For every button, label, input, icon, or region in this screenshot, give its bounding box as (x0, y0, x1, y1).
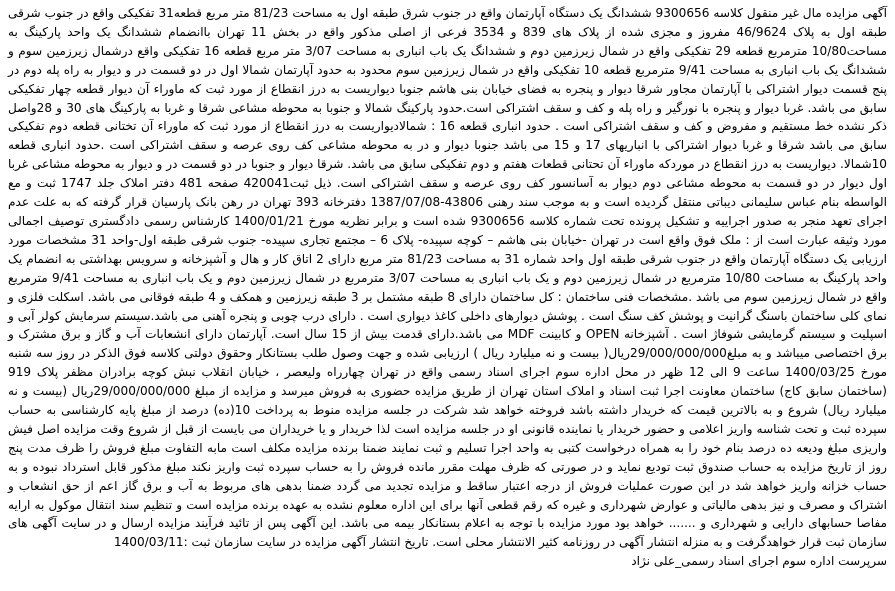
auction-notice-signature: سرپرست اداره سوم اجرای اسناد رسمی_علی نژاد (631, 554, 887, 569)
auction-notice-body: آگهی مزایده مال غیر منقول کلاسه 9300656 ششدانگ یک دستگاه آپارتمان واقع در جنوب شرق طبقه اول به مساحت 81/23 متر مربع قطعه31 تفکیکی واقع در جنوب شرقی طبقه اول به پلاک 46/9624 مفروز و مجزی شده از پلاک های 839 و 3534 فرعی از اصلی مذکور واقع در بخش 11 تهران باانضمام ششدانگ یک واحد پارکینگ به مساحت10/80 مترمربع قطعه 29 تفکیکی واقع در شمال زیرزمین دوم و ششدانگ یک باب انباری به مساحت 3/07 متر مربع قطعه 16 تفکیکی واقع درشمال زیرزمین سوم و ششدانگ یک باب انباری به مساحت 9/41 مترمربع قطعه 10 تفکیکی واقع در شمال زیرزمین سوم محدود به حدود آپارتمان شمالا اول در دو قسمت در و دیوار به راه پله دوم در پنج قسمت دیوار اشتراکی با آپارتمان مجاور شرقا دیوار و پنجره به فضای خیابان بنی هاشم جنوبا دیواریست به درز انقطاع از مورد ثبت که ماوراء آن دیوار قطعه چهار تفکیکی سابق می باشد. غربا دیوار و پنجره با نورگیر و راه پله و کف و سقف اشتراکی است.حدود پارکینگ شمالا و جنوبا به محوطه مشاعی شرقا و غربا به پارکینگ های 30 و 28واصل ذکر نشده خط مستقیم و مفروض و کف و سقف اشتراکی است . حدود انباری قطعه 16 : شمالادیواریست به درز انقطاع از مورد ثبت که ماوراء آن تختانی قطعه دوم تفکیکی سابق می باشد شرقا و غربا دیوار اشتراکی با انباریهای 17 و 15 می باشد جنوبا دیوار و در به محوطه مشاعی کف روی عرصه و سقف اشتراکی است .حدود انباری قطعه 10شمالا. دیواریست به درز انقطاع در موردکه ماوراء آن تحتانی قطعات هفتم و دوم تفکیکی سابق می باشد. شرقا دیوار و جنوبا در دو قسمت در و دیوار به محوطه مشاعی غربا اول دیوار در دو قسمت به محوطه مشاعی دوم دیوار به آسانسور کف روی عرصه و سقف اشتراکی است. ذیل ثبت420041 صفحه 481 دفتر املاک جلد 1747 ثبت و مع الواسطه بنام عباس سلیمانی دیباتی منتقل گردیده است و به موجب سند رهنی 43806-1387/07/08 دفترخانه 393 تهران در رهن بانک پارسیان قرار گرفته که به علت عدم اجرای تعهد منجر به صدور اجراییه و تشکیل پرونده تحت شماره کلاسه 9300656 شده است و برابر نظریه مورخ 1400/01/21 کارشناس رسمی دادگستری توصیف اجمالی مورد وثیقه عبارت است از : ملک فوق واقع است در تهران -خیابان بنی هاشم – کوچه سپیده- پلاک 6 – مجتمع تجاری سپیده- جنوب شرقی طبقه اول-واحد 31 مشخصات مورد ارزیابی یک دستگاه آپارتمان واقع در جنوب شرقی طبقه اول واحد شماره 31 به مساحت 81/23 متر مربع دارای 2 اتاق کار و هال و آشپزخانه و سرویس بهداشتی به انضمام یک واحد پارکینگ به مساحت 10/80 مترمربع در شمال زیرزمین دوم و یک باب انباری به مساحت 3/07 مترمربع در شمال زیرزمین دوم و یک باب انباری به مساحت 9/41 مترمربع واقع در شمال زیرزمین سوم می باشد .مشخصات فنی ساختمان : کل ساختمان دارای 8 طبقه مشتمل بر 3 طبقه زیرزمین و همکف و 4 طبقه فوقانی می باشد. اسکلت فلزی و نمای کلی ساختمان باسنگ گرانیت و پوشش کف سنگ است . پوشش دیوارهای داخلی کاغذ دیواری است . دارای درب چوبی و پنجره آهنی می باشد.سیستم سرمایش کولر آبی و اسپلیت و سیستم گرمایشی شوفاژ است . آشپزخانه OPEN و کابینت MDF می باشد.دارای قدمت بیش از 15 سال است. آپارتمان دارای انشعابات آب و گاز و برق مشترک و برق اختصاصی میباشد و به مبلغ29/000/000/000ریال( بیست و نه میلیارد ریال ) ارزیابی شده و جهت وصول طلب بستانکار وحقوق دولتی کلاسه فوق الذکر در روز سه شنبه مورخ 1400/03/25 ساعت 9 الی 12 ظهر در محل اداره سوم اجرای اسناد رسمی واقع در تهران چهارراه ولیعصر ، خیابان انقلاب نبش کوچه برادران مظفر پلاک 919 (ساختمان سابق کاج) ساختمان معاونت اجرا ثبت اسناد و املاک استان تهران از طریق مزایده حضوری به فروش میرسد و مزایده از مبلغ 29/000/000/000ریال (بیست و نه میلیارد ریال) شروع و به بالاترین قیمت که خریدار داشته باشد فروخته خواهد شد شرکت در جلسه مزایده منوط به پرداخت 10(ده) درصد از مبلغ پایه کارشناسی به حساب سپرده ثبت و تحت شناسه واریز اعلامی و حضور خریدار یا نماینده قانونی او در جلسه مزایده است لذا خریدار و یا خریداران می بایست از قبل از شروع وقت مزایده اصل فیش واریزی مبلغ ودیعه ده درصد بنام خود را به همراه درخواست کتبی به واحد اجرا تسلیم و ثبت نمایند ضمنا برنده مزایده مکلف است مابه التفاوت مبلغ فروش را ظرف مدت پنج روز از تاریخ مزایده به حساب صندوق ثبت تودیع نماید و در صورتی که ظرف مهلت مقرر مانده فروش را به حساب سپرده ثبت واریز نکند مبلغ مذکور قابل استرداد نبوده و به حساب خزانه واریز خواهد شد در این صورت عملیات فروش از درجه اعتبار ساقط و مزایده تجدید می گردد ضمنا بدهی های مربوط به آب و برق گاز اعم از حق انشعاب و اشتراک و مصرف و نیز بدهی مالیاتی و عوارض شهرداری و غیره که رقم قطعی آنها برای این اداره معلوم نشده به عهده برنده مزایده است و تنظیم سند انتقال موکول به ارایه مفاصا حسابهای دارایی و شهرداری و ....... خواهد بود مورد مزایده با توجه به اعلام بستانکار بیمه می باشد. این آگهی پس از تائید فرآیند مزایده ارسال و در سایت آگهی های سازمان ثبت قرار خواهدگرفت و به منزله انتشار آگهی در روزنامه کثیر الانتشار محلی است. تاریخ انتشار آگهی مزایده در سایت سازمان ثبت :1400/03/11 (8, 6, 888, 550)
